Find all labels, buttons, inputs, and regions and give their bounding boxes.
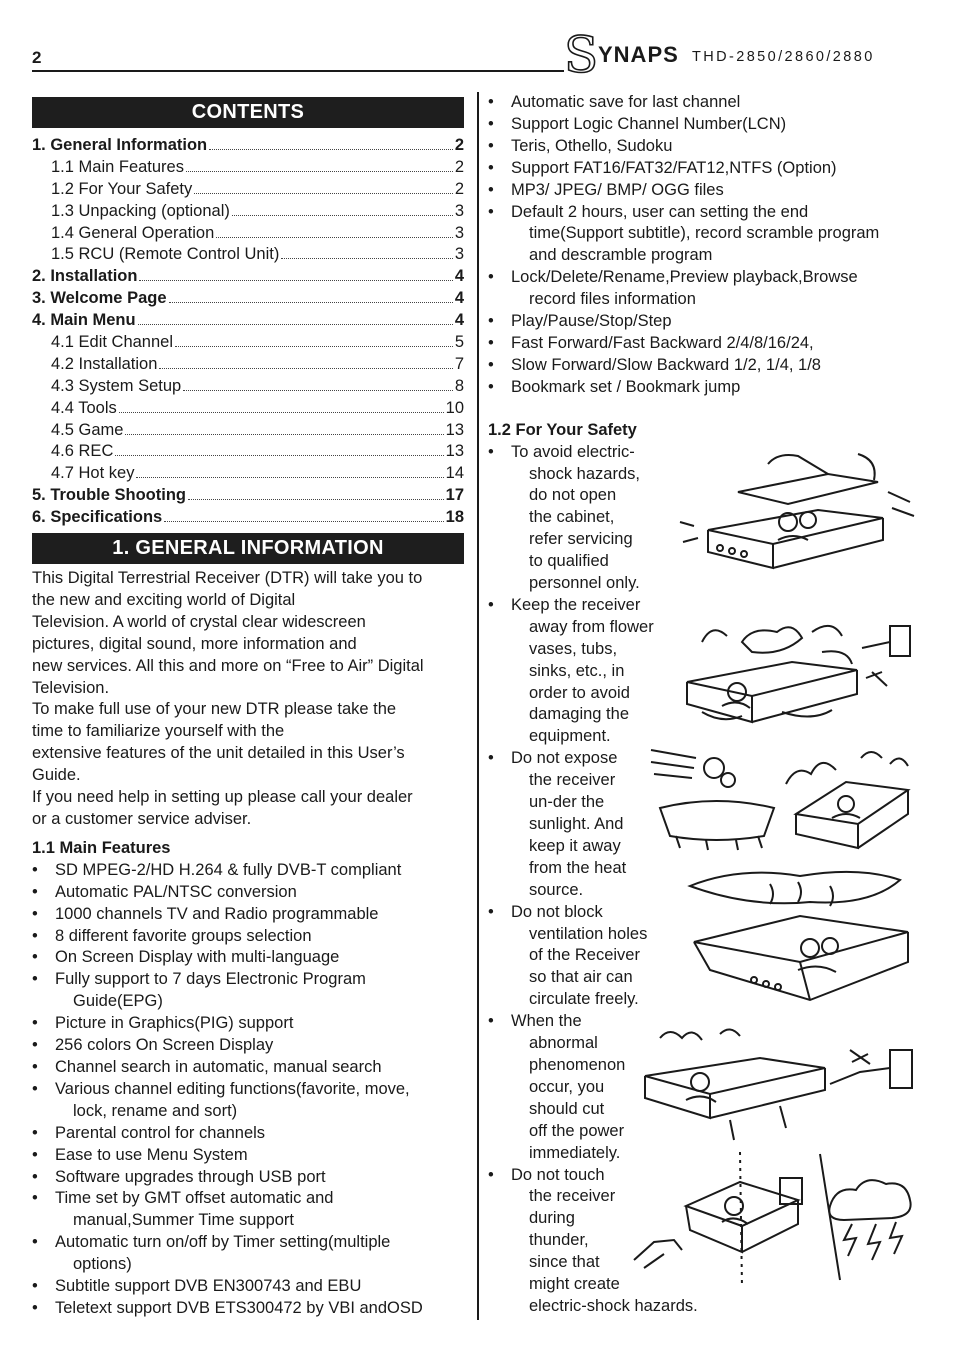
toc-entry-page: 13 <box>445 442 464 461</box>
toc-entry-page: 4 <box>454 311 464 330</box>
toc-dot-leader <box>175 346 453 347</box>
toc-entry-label: 4.7 Hot key <box>51 464 135 483</box>
toc-dot-leader <box>183 390 453 391</box>
list-item <box>488 377 928 399</box>
model-number: THD-2850/2860/2880 <box>692 49 875 65</box>
left-column <box>32 97 464 1320</box>
list-item <box>488 355 928 377</box>
list-item <box>488 92 928 114</box>
toc-entry[interactable] <box>32 201 464 223</box>
toc-entry-page: 10 <box>445 398 464 417</box>
safety-item-line: from the heat <box>529 858 627 877</box>
safety-item-line: circulate freely. <box>529 990 639 1009</box>
toc-entry-label: 2. Installation <box>32 267 138 286</box>
safety-item-line: shock hazards, <box>529 464 640 483</box>
page-header <box>32 26 922 84</box>
list-item-text: Bookmark set / Bookmark jump <box>511 377 741 396</box>
safety-item-line: phenomenon <box>529 1055 626 1074</box>
toc-entry-label: 4. Main Menu <box>32 311 136 330</box>
cut-power-illustration <box>640 1024 918 1146</box>
toc-entry[interactable] <box>32 244 464 266</box>
list-item-text: Channel search in automatic, manual search <box>55 1057 382 1076</box>
toc-dot-leader <box>164 521 443 522</box>
toc-entry-label: 6. Specifications <box>32 508 163 527</box>
safety-item-first-line: Do not block <box>511 902 603 921</box>
list-item <box>32 1167 464 1189</box>
toc-entry-label: 4.1 Edit Channel <box>51 333 174 352</box>
safety-item <box>488 595 668 748</box>
safety-item-line: the receiver <box>529 1187 616 1206</box>
avoid-sunlight-heat-illustration <box>646 744 918 852</box>
toc-entry[interactable] <box>32 266 464 288</box>
intro-text <box>32 568 464 831</box>
toc-entry-page: 2 <box>454 136 464 154</box>
logo-letter: S <box>564 26 599 84</box>
safety-item-line: should cut <box>529 1099 605 1118</box>
toc-entry-label: 1.5 RCU (Remote Control Unit) <box>51 245 280 264</box>
list-item-text: Picture in Graphics(PIG) support <box>55 1014 294 1033</box>
toc-entry[interactable] <box>32 135 464 157</box>
toc-entry[interactable] <box>32 157 464 179</box>
safety-item-line: might create <box>529 1275 620 1294</box>
list-item-text: Subtitle support DVB EN300743 and EBU <box>55 1277 362 1296</box>
toc-entry-page: 2 <box>454 157 464 176</box>
safety-item-line: ventilation holes <box>529 924 648 943</box>
toc-dot-leader <box>209 149 453 150</box>
toc-entry[interactable] <box>32 223 464 245</box>
list-item <box>488 202 928 268</box>
toc-dot-leader <box>138 324 453 325</box>
list-item-text: Slow Forward/Slow Backward 1/2, 1/4, 1/8 <box>511 355 821 374</box>
intro-line: Television. A world of crystal clear widescreen <box>32 612 366 631</box>
list-item <box>32 947 464 969</box>
header-rule <box>32 70 564 72</box>
toc-entry[interactable] <box>32 332 464 354</box>
list-item <box>32 926 464 948</box>
list-item <box>32 1145 464 1167</box>
safety-item-line: of the Receiver <box>529 946 640 965</box>
list-item <box>488 158 928 180</box>
toc-entry[interactable] <box>32 179 464 201</box>
toc-entry-label: 1.2 For Your Safety <box>51 179 193 198</box>
toc-dot-leader <box>119 412 444 413</box>
toc-entry-page: 3 <box>454 245 464 264</box>
safety-item-line: away from flower <box>529 617 654 636</box>
toc-dot-leader <box>188 499 444 500</box>
safety-item-line: off the power <box>529 1121 625 1140</box>
safety-item-line: the cabinet, <box>529 508 615 527</box>
toc-dot-leader <box>169 302 453 303</box>
safety-item-line: source. <box>529 880 584 899</box>
table-of-contents <box>32 135 464 529</box>
list-item <box>32 1276 464 1298</box>
list-item-text: Lock/Delete/Rename,Preview playback,Browse <box>511 268 858 287</box>
list-item-text: Play/Pause/Stop/Step <box>511 312 672 331</box>
toc-entry-page: 4 <box>454 289 464 308</box>
list-item-text: Teletext support DVB ETS300472 by VBI andOSD <box>55 1298 423 1317</box>
synaps-logo <box>564 26 922 84</box>
contents-banner: CONTENTS <box>32 97 464 128</box>
toc-entry-label: 4.2 Installation <box>51 354 158 373</box>
toc-entry-page: 13 <box>445 420 464 439</box>
toc-entry-label: 4.6 REC <box>51 442 114 461</box>
list-item <box>32 1057 464 1079</box>
list-item-text: Automatic PAL/NTSC conversion <box>55 882 297 901</box>
toc-entry[interactable] <box>32 398 464 420</box>
page-number: 2 <box>32 48 42 67</box>
list-item-text: Default 2 hours, user can setting the end <box>511 202 809 221</box>
toc-entry-page: 17 <box>445 486 464 505</box>
toc-entry[interactable] <box>32 310 464 332</box>
intro-line: the new and exciting world of Digital <box>32 590 296 609</box>
safety-item-line: immediately. <box>529 1143 621 1162</box>
toc-entry-label: 1. General Information <box>32 136 208 154</box>
safety-item <box>488 902 668 1012</box>
list-item-text: Support Logic Channel Number(LCN) <box>511 114 787 133</box>
toc-entry-page: 14 <box>445 464 464 483</box>
toc-entry-page: 2 <box>454 179 464 198</box>
safety-item-line: un-der the <box>529 793 605 812</box>
safety-item-line: occur, you <box>529 1077 605 1096</box>
toc-entry[interactable] <box>32 441 464 463</box>
safety-heading: 1.2 For Your Safety <box>488 420 637 439</box>
list-item <box>488 267 928 311</box>
safety-item-first-line: Do not touch <box>511 1165 605 1184</box>
toc-dot-leader <box>281 258 452 259</box>
safety-item-line: to qualified <box>529 552 609 571</box>
list-item-continuation: and descramble program <box>529 246 713 265</box>
safety-item-first-line: When the <box>511 1012 582 1031</box>
list-item <box>488 311 928 333</box>
intro-line: pictures, digital sound, more information and <box>32 634 357 653</box>
list-item <box>32 904 464 926</box>
toc-entry[interactable] <box>32 463 464 485</box>
toc-dot-leader <box>159 368 452 369</box>
toc-entry[interactable] <box>32 288 464 310</box>
safety-item-line: the receiver <box>529 771 616 790</box>
list-item <box>32 882 464 904</box>
intro-line: or a customer service adviser. <box>32 810 252 828</box>
general-info-banner: 1. GENERAL INFORMATION <box>32 533 464 564</box>
list-item <box>488 136 928 158</box>
list-item <box>32 1035 464 1057</box>
do-not-block-vents-illustration <box>680 866 918 1014</box>
toc-dot-leader <box>139 280 452 281</box>
toc-entry-label: 4.3 System Setup <box>51 376 182 395</box>
toc-dot-leader <box>125 434 443 435</box>
logo-word: YNAPS <box>598 42 679 67</box>
safety-item-line: during <box>529 1209 575 1228</box>
safety-item-line: thunder, <box>529 1231 589 1250</box>
column-divider <box>477 92 479 1320</box>
list-item <box>32 969 464 1013</box>
toc-entry-page: 4 <box>454 267 464 286</box>
list-item-text: Time set by GMT offset automatic and <box>55 1189 334 1208</box>
list-item-continuation: time(Support subtitle), record scramble program <box>529 224 880 243</box>
toc-entry-label: 5. Trouble Shooting <box>32 486 186 505</box>
list-item-text: MP3/ JPEG/ BMP/ OGG files <box>511 180 724 199</box>
toc-entry[interactable] <box>32 420 464 442</box>
safety-item-line: personnel only. <box>529 574 640 593</box>
safety-item-line: do not open <box>529 486 617 505</box>
list-item-text: Various channel editing functions(favorite, move, <box>55 1079 410 1098</box>
intro-line: To make full use of your new DTR please take the <box>32 700 397 719</box>
list-item-text: 1000 channels TV and Radio programmable <box>55 904 379 923</box>
toc-entry-label: 1.3 Unpacking (optional) <box>51 201 230 220</box>
safety-item-first-line: Do not expose <box>511 749 618 768</box>
list-item-text: Automatic save for last channel <box>511 93 741 111</box>
safety-item-line: sunlight. And <box>529 815 624 833</box>
toc-entry-page: 3 <box>454 201 464 220</box>
list-item <box>32 1013 464 1035</box>
safety-item-line: sinks, etc., in <box>529 661 625 680</box>
safety-item-first-line: Keep the receiver <box>511 595 641 614</box>
intro-line: This Digital Terrestrial Receiver (DTR) will take you to <box>32 569 423 588</box>
safety-item-line: keep it away <box>529 836 621 855</box>
list-item <box>32 1232 464 1276</box>
toc-entry-label: 4.4 Tools <box>51 398 117 417</box>
toc-dot-leader <box>194 193 453 194</box>
list-item-text: 8 different favorite groups selection <box>55 926 312 945</box>
list-item <box>488 180 928 202</box>
toc-entry-label: 4.5 Game <box>51 420 124 439</box>
list-item-text: Fast Forward/Fast Backward 2/4/8/16/24, <box>511 333 814 352</box>
main-features-heading: 1.1 Main Features <box>32 838 171 857</box>
main-features-list-continued <box>488 92 928 399</box>
safety-item-line: so that air can <box>529 968 633 987</box>
list-item <box>488 333 928 355</box>
list-item-text: Software upgrades through USB port <box>55 1167 326 1186</box>
intro-line: extensive features of the unit detailed in this User’s <box>32 744 405 763</box>
toc-dot-leader <box>216 237 453 238</box>
safety-item-line: vases, tubs, <box>529 639 618 658</box>
list-item-text: Support FAT16/FAT32/FAT12,NTFS (Option) <box>511 158 837 177</box>
do-not-open-cabinet-illustration <box>678 452 918 572</box>
list-item-text: On Screen Display with multi-language <box>55 948 340 967</box>
list-item-text: Ease to use Menu System <box>55 1145 248 1164</box>
list-item-text: Parental control for channels <box>55 1123 266 1142</box>
list-item-text: SD MPEG-2/HD H.264 & fully DVB-T compliant <box>55 860 402 879</box>
list-item <box>32 860 464 882</box>
list-item-text: 256 colors On Screen Display <box>55 1036 274 1055</box>
toc-entry-page: 5 <box>454 333 464 352</box>
list-item <box>32 1123 464 1145</box>
toc-entry-page: 7 <box>454 354 464 373</box>
list-item <box>32 1188 464 1232</box>
safety-item-line: equipment. <box>529 727 611 746</box>
toc-entry-label: 3. Welcome Page <box>32 289 167 308</box>
do-not-touch-thunder-illustration <box>630 1150 918 1290</box>
safety-item-line: abnormal <box>529 1034 598 1053</box>
toc-entry[interactable] <box>32 485 464 507</box>
intro-line: Television. <box>32 678 110 697</box>
toc-dot-leader <box>115 455 443 456</box>
main-features-list <box>32 860 464 1320</box>
toc-dot-leader <box>186 171 453 172</box>
safety-item-line: electric-shock hazards. <box>529 1296 698 1315</box>
list-item-text: Automatic turn on/off by Timer setting(multiple <box>55 1233 391 1252</box>
list-item-continuation: lock, rename and sort) <box>73 1101 238 1120</box>
safety-item <box>488 442 668 595</box>
list-item <box>32 1298 464 1320</box>
toc-entry-label: 1.4 General Operation <box>51 223 215 242</box>
toc-entry[interactable] <box>32 507 464 529</box>
safety-item-line: damaging the <box>529 705 629 724</box>
list-item-continuation: record files information <box>529 290 696 309</box>
list-item-continuation: options) <box>73 1255 132 1274</box>
intro-line: Guide. <box>32 766 81 785</box>
toc-entry[interactable] <box>32 354 464 376</box>
toc-entry-label: 1.1 Main Features <box>51 157 184 176</box>
toc-entry-page: 3 <box>454 223 464 242</box>
list-item-text: Fully support to 7 days Electronic Program <box>55 970 366 989</box>
toc-dot-leader <box>136 477 443 478</box>
list-item-continuation: Guide(EPG) <box>73 992 163 1011</box>
list-item <box>32 1079 464 1123</box>
intro-line: If you need help in setting up please call your dealer <box>32 788 413 807</box>
keep-away-from-water-illustration <box>682 612 918 730</box>
list-item-continuation: manual,Summer Time support <box>73 1211 295 1230</box>
safety-item <box>488 748 668 901</box>
toc-dot-leader <box>232 215 453 216</box>
safety-item-line: since that <box>529 1253 600 1272</box>
safety-item-first-line: To avoid electric- <box>511 442 635 461</box>
intro-line: time to familiarize yourself with the <box>32 722 285 741</box>
toc-entry-page: 18 <box>445 508 464 527</box>
safety-item-line: order to avoid <box>529 683 630 702</box>
list-item <box>488 114 928 136</box>
toc-entry-page: 8 <box>454 376 464 395</box>
toc-entry[interactable] <box>32 376 464 398</box>
intro-line: new services. All this and more on “Free to Air” Digital <box>32 656 424 675</box>
list-item-text: Teris, Othello, Sudoku <box>511 136 673 155</box>
safety-item-line: refer servicing <box>529 530 633 549</box>
